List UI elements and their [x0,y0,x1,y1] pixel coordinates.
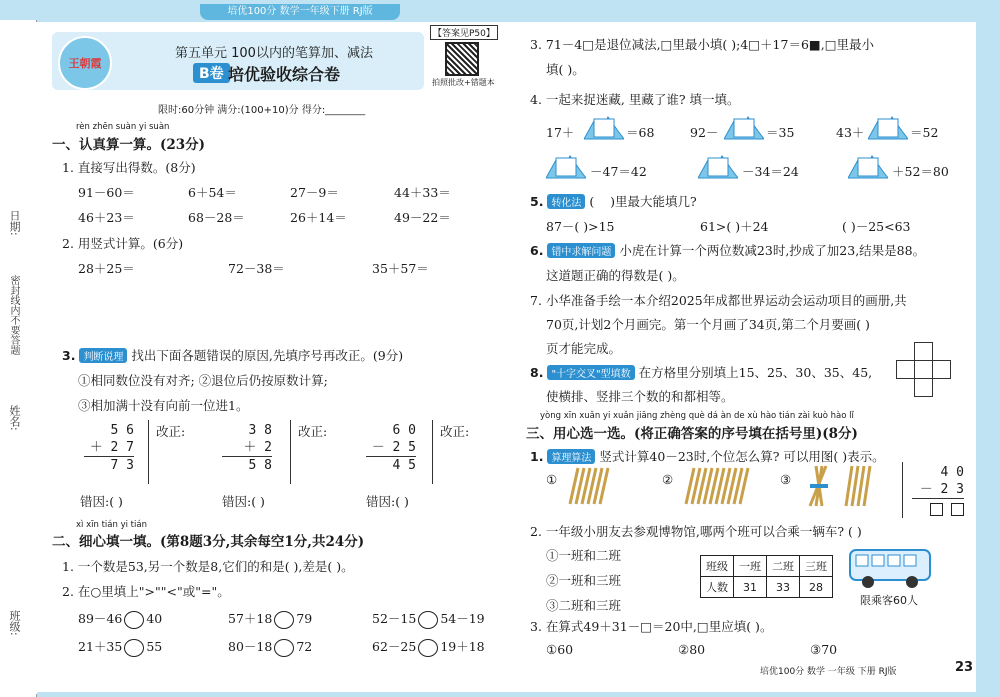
hide-seek-item [546,123,574,141]
operand: 6 0 [392,423,416,438]
page-title: 培优验收综合卷 [228,65,341,84]
section-pinyin: rèn zhēn suàn yi suàn [76,122,170,132]
question-tag: 转化法 [547,194,585,209]
divider [148,420,149,484]
operand: 4 0 [940,465,964,480]
answer-reference: 【答案见P50】 [430,25,498,40]
date-label: 日期: [8,210,21,236]
operand: 3 8 [248,423,272,438]
compare-item [372,637,485,657]
inequality-item: 87－( )>15 [546,219,615,234]
option-label[interactable]: ③ [780,472,792,487]
left-expr: 62－25 [372,639,417,654]
table-cell: 31 [734,577,767,598]
expr: ＝52 [910,125,939,140]
bus-icon [848,546,934,590]
question-tag: 判断说理 [79,348,127,363]
table-row [701,577,833,598]
expr: ＝68 [626,125,655,140]
arithmetic-item: 27－9＝ [290,185,339,200]
error-reason-blank[interactable]: 错因:( ) [222,494,265,509]
question: 2. 一年级小朋友去参观博物馆,哪两个班可以合乘一辆车? ( ) [530,524,862,539]
compare-item [78,637,162,657]
divider [902,462,903,518]
volume-tag: B卷 [193,63,230,83]
option[interactable]: ②80 [678,642,706,657]
result: 4 5 [366,456,416,474]
question: 1. 一个数是53,另一个数是8,它们的和是( ),差是( )。 [62,559,354,574]
mountain-blank-icon[interactable] [546,152,586,180]
inequality-item: 61>( )＋24 [700,219,769,234]
right-expr: 54－19 [440,611,485,626]
right-expr: 19＋18 [440,639,485,654]
arithmetic-item: 44＋33＝ [394,185,451,200]
mountain-blank-icon[interactable] [868,113,908,141]
error-reason-blank[interactable]: 错因:( ) [366,494,409,509]
class-table [700,555,833,598]
question: 3. 判断说理 找出下面各题错误的原因,先填序号再改正。(9分) [62,348,404,363]
question: 6. 错中求解问题 小虎在计算一个两位数减23时,抄成了加23,结果是88。 [530,243,926,258]
question-text: 页才能完成。 [546,341,622,356]
grid-cell[interactable] [914,342,933,361]
question: 3. 71－4□是退位减法,□里最小填( );4□＋17＝6■,□里最小 [530,37,875,52]
operand: ＋ 2 [243,440,272,455]
qr-caption: 拍照批改+错题本 [432,78,495,87]
compare-circle[interactable] [418,611,438,629]
question: 3. 在算式49＋31－□＝20中,□里应填( )。 [530,619,773,634]
mountain-blank-icon[interactable] [698,152,738,180]
section-title: 一、认真算一算。(23分) [52,137,206,153]
reason-line: ①相同数位没有对齐; ②退位后仍按原数计算; [78,373,328,388]
expr: 43＋ [836,125,865,140]
option[interactable]: ③二班和三班 [546,598,622,613]
arithmetic-item: 26＋14＝ [290,210,347,225]
question: 8. "十字交叉"型填数 在方格里分别填上15、25、30、35、45, [530,365,873,380]
question: 2. 用竖式计算。(6分) [62,236,184,251]
question: 1. 直接写出得数。(8分) [62,160,196,175]
mountain-blank-icon[interactable] [584,113,624,141]
compare-circle[interactable] [124,639,144,657]
question-text: 使横排、竖排三个数的和都相等。 [546,389,734,404]
question: 1. 算理算法 竖式计算40－23时,个位怎么算? 可以用图( )表示。 [530,449,885,464]
left-expr: 57＋18 [228,611,273,626]
name-label: 姓名: [8,405,21,431]
question: 5. 转化法 ( )里最大能填几? [530,194,697,209]
table-row [701,556,833,577]
expr: 92－ [690,125,719,140]
question: 7. 小华准备手绘一本介绍2025年成都世界运动会运动项目的画册,共 [530,293,907,308]
right-expr: 72 [296,639,313,654]
fix-label: 改正: [298,424,328,439]
table-header: 二班 [767,556,800,577]
option[interactable]: ③70 [810,642,838,657]
answer-boxes[interactable] [912,498,964,518]
arithmetic-item: 91－60＝ [78,185,135,200]
question-text: 小虎在计算一个两位数减23时,抄成了加23,结果是88。 [619,243,926,258]
question-tag: 错中求解问题 [547,243,615,258]
option[interactable]: ①一班和二班 [546,548,622,563]
compare-item [372,609,485,629]
compare-item [78,609,162,629]
time-score-line: 限时:60分钟 满分:(100+10)分 得分:________ [158,105,366,116]
publisher-logo: 王朝霞 [58,36,112,90]
question-text: 在方格里分别填上15、25、30、35、45, [638,365,873,380]
operand: 5 6 [110,423,134,438]
mountain-blank-icon[interactable] [724,113,764,141]
section-title: 三、用心选一选。(将正确答案的序号填在括号里)(8分) [526,426,858,442]
compare-item [228,637,312,657]
arithmetic-item: 68－28＝ [188,210,245,225]
qr-code-icon [445,42,479,76]
bus-caption: 限乘客60人 [860,594,918,607]
option-label[interactable]: ① [546,472,558,487]
vertical-calc-item: 72－38＝ [228,261,285,276]
option-label[interactable]: ② [662,472,674,487]
left-expr: 89－46 [78,611,123,626]
table-header: 三班 [800,556,833,577]
wrong-vertical-calc [84,422,134,474]
divider [432,420,433,484]
section-pinyin: xì xīn tián yi tián [76,520,147,530]
vertical-calc-item: 28＋25＝ [78,261,135,276]
left-expr: 21＋35 [78,639,123,654]
question-tag: "十字交叉"型填数 [547,365,634,380]
operand: － 2 3 [919,482,964,497]
vertical-calc [912,464,964,518]
vertical-calc-item: 35＋57＝ [372,261,429,276]
question: 2. 在○里填上">""<"或"="。 [62,584,230,599]
question-text: 70页,计划2个月画完。第一个月画了34页,第二个月要画( ) [546,317,870,332]
divider [290,420,291,484]
right-expr: 79 [296,611,313,626]
compare-item [228,609,312,629]
sticks-option-1-icon [564,466,614,506]
right-expr: 40 [146,611,163,626]
expr: ＝35 [766,125,795,140]
compare-circle[interactable] [124,611,144,629]
table-cell: 28 [800,577,833,598]
arithmetic-item: 6＋54＝ [188,185,237,200]
question-text: 竖式计算40－23时,个位怎么算? 可以用图( )表示。 [599,449,885,464]
expr: －47＝42 [590,164,647,179]
class-label: 班级: [8,610,21,636]
result: 5 8 [222,456,272,474]
seal-notice: 密封线内不要答题 [8,275,19,355]
left-expr: 52－15 [372,611,417,626]
question-tag: 算理算法 [547,449,595,464]
mountain-blank-icon[interactable] [848,152,888,180]
question: 4. 一起来捉迷藏, 里藏了谁? 填一填。 [530,92,740,107]
compare-circle[interactable] [274,639,294,657]
sticks-option-2-icon [680,466,760,506]
question-text: 找出下面各题错误的原因,先填序号再改正。(9分) [131,348,404,363]
table-cell: 人数 [701,577,734,598]
arithmetic-item: 46＋23＝ [78,210,135,225]
table-header: 班级 [701,556,734,577]
operand: － 2 5 [371,440,416,455]
section-pinyin: yòng xīn xuǎn yi xuǎn jiāng zhèng què dá àn de xù hào tián zài kuò hào lǐ [540,411,854,421]
table-cell: 33 [767,577,800,598]
grid-cell[interactable] [914,360,933,379]
reason-line: ③相加满十没有向前一位进1。 [78,398,249,413]
binding-margin [0,20,37,697]
compare-circle[interactable] [274,611,294,629]
fix-label: 改正: [440,424,470,439]
option[interactable]: ②一班和三班 [546,573,622,588]
arithmetic-item: 49－22＝ [394,210,451,225]
sticks-bundle-option-3-icon [800,464,880,508]
table-header: 一班 [734,556,767,577]
inequality-item: ( )－25<63 [842,219,911,234]
unit-title: 第五单元 100以内的笔算加、减法 [175,46,373,61]
expr: －34＝24 [742,164,799,179]
error-reason-blank[interactable]: 错因:( ) [80,494,123,509]
option[interactable]: ①60 [546,642,574,657]
left-expr: 80－18 [228,639,273,654]
compare-circle[interactable] [418,639,438,657]
grid-cell[interactable] [932,360,951,379]
right-expr: 55 [146,639,163,654]
question: 填( )。 [546,62,585,77]
grid-cell[interactable] [914,378,933,397]
question-text: 这道题正确的得数是( )。 [546,268,685,283]
wrong-vertical-calc [366,422,416,474]
top-banner: 培优100分 数学一年级下册 RJ版 [200,4,400,20]
wrong-vertical-calc [222,422,272,474]
result: 7 3 [84,456,134,474]
operand: ＋ 2 7 [89,440,134,455]
grid-cell[interactable] [896,360,915,379]
fix-label: 改正: [156,424,186,439]
expr: ＋52＝80 [892,164,949,179]
page-number: 23 [955,660,974,675]
expr: 17＋ [546,125,575,140]
section-title: 二、细心填一填。(第8题3分,其余每空1分,共24分) [52,534,365,550]
page-footer: 培优100分 数学 一年级 下册 RJ版 [760,667,897,677]
